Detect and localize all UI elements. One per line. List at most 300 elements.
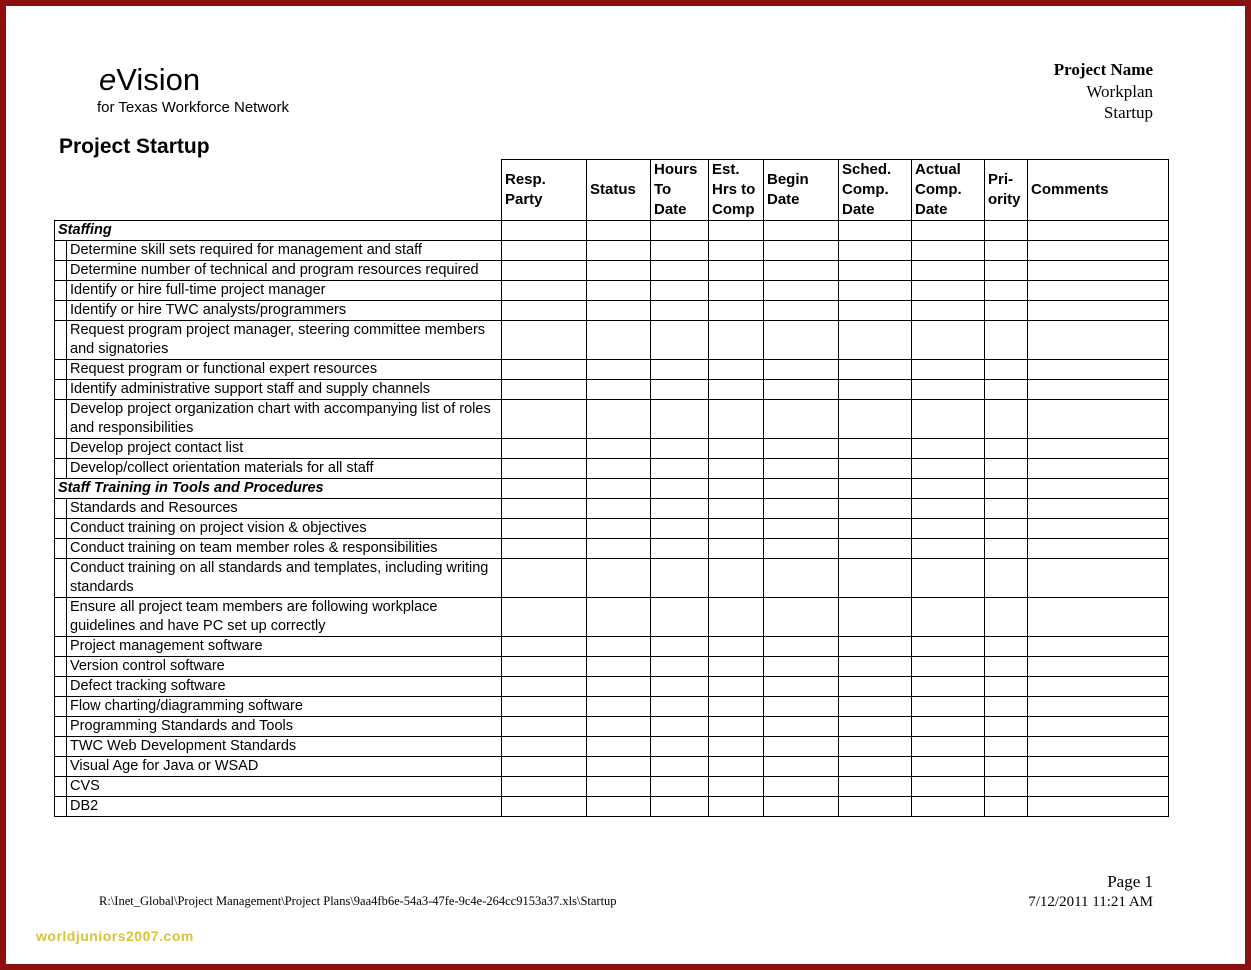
column-header-line: Date	[654, 201, 687, 218]
data-cell	[651, 777, 709, 797]
task-label: Programming Standards and Tools	[67, 717, 502, 737]
data-cell	[839, 400, 912, 439]
data-cell	[985, 677, 1028, 697]
indent-cell	[55, 717, 67, 737]
data-cell	[651, 360, 709, 380]
data-cell	[587, 459, 651, 479]
data-cell	[502, 380, 587, 400]
data-cell	[502, 559, 587, 598]
indent-cell	[55, 301, 67, 321]
data-cell	[709, 697, 764, 717]
data-cell	[709, 241, 764, 261]
data-cell	[912, 539, 985, 559]
data-cell	[764, 717, 839, 737]
data-cell	[587, 797, 651, 817]
data-cell	[651, 301, 709, 321]
data-cell	[764, 697, 839, 717]
data-cell	[709, 519, 764, 539]
project-name: Project Name	[1053, 60, 1153, 79]
data-cell	[709, 281, 764, 301]
indent-cell	[55, 519, 67, 539]
data-cell	[764, 281, 839, 301]
data-cell	[587, 777, 651, 797]
column-header-line: Status	[590, 181, 636, 198]
data-cell	[651, 479, 709, 499]
data-cell	[764, 598, 839, 637]
data-cell	[839, 281, 912, 301]
data-cell	[764, 797, 839, 817]
data-cell	[587, 321, 651, 360]
data-cell	[709, 261, 764, 281]
task-row	[55, 598, 1169, 637]
startup-label: Startup	[1103, 103, 1153, 122]
data-cell	[764, 221, 839, 241]
file-path: R:\Inet_Global\Project Management\Project Plans\9aa4fb6e-54a3-47fe-9c4e-264cc9153a37.xls\Startup	[99, 894, 617, 908]
task-label: TWC Web Development Standards	[67, 737, 502, 757]
data-cell	[839, 221, 912, 241]
data-cell	[587, 539, 651, 559]
section-label: Staffing	[55, 221, 502, 241]
data-cell	[985, 281, 1028, 301]
column-header-line: To	[654, 181, 672, 198]
data-cell	[764, 400, 839, 439]
data-cell	[587, 598, 651, 637]
data-cell	[839, 559, 912, 598]
data-cell	[985, 539, 1028, 559]
data-cell	[912, 360, 985, 380]
column-header-line: Sched.	[842, 161, 892, 178]
task-row	[55, 777, 1169, 797]
column-header	[651, 160, 709, 221]
data-cell	[764, 559, 839, 598]
data-cell	[587, 519, 651, 539]
data-cell	[985, 657, 1028, 677]
data-cell	[587, 380, 651, 400]
data-cell	[709, 777, 764, 797]
data-cell	[985, 757, 1028, 777]
data-cell	[651, 221, 709, 241]
data-cell	[502, 321, 587, 360]
data-cell	[587, 221, 651, 241]
task-row	[55, 559, 1169, 598]
data-cell	[502, 797, 587, 817]
data-cell	[1028, 321, 1169, 360]
data-cell	[502, 281, 587, 301]
indent-cell	[55, 598, 67, 637]
task-row	[55, 737, 1169, 757]
indent-cell	[55, 757, 67, 777]
data-cell	[651, 519, 709, 539]
data-cell	[651, 439, 709, 459]
data-cell	[651, 321, 709, 360]
task-label: DB2	[67, 797, 502, 817]
column-header	[709, 160, 764, 221]
indent-cell	[55, 360, 67, 380]
data-cell	[985, 400, 1028, 439]
data-cell	[1028, 301, 1169, 321]
data-cell	[587, 261, 651, 281]
data-cell	[912, 757, 985, 777]
data-cell	[764, 737, 839, 757]
watermark: worldjuniors2007.com	[36, 928, 194, 944]
data-cell	[912, 717, 985, 737]
task-row	[55, 657, 1169, 677]
task-label: Version control software	[67, 657, 502, 677]
data-cell	[709, 737, 764, 757]
data-cell	[764, 321, 839, 360]
data-cell	[839, 757, 912, 777]
column-header-line: Party	[505, 191, 543, 208]
task-label: Project management software	[67, 637, 502, 657]
logo-subtitle: for Texas Workforce Network	[97, 99, 290, 116]
data-cell	[912, 519, 985, 539]
data-cell	[502, 360, 587, 380]
data-cell	[502, 717, 587, 737]
task-label: Determine skill sets required for management and staff	[67, 241, 502, 261]
data-cell	[985, 697, 1028, 717]
data-cell	[985, 439, 1028, 459]
data-cell	[985, 301, 1028, 321]
data-cell	[985, 360, 1028, 380]
column-header-line: Est.	[712, 161, 740, 178]
data-cell	[502, 439, 587, 459]
data-cell	[985, 479, 1028, 499]
data-cell	[502, 301, 587, 321]
data-cell	[1028, 657, 1169, 677]
data-cell	[651, 499, 709, 519]
column-header-line: Hrs to	[712, 181, 756, 198]
data-cell	[985, 797, 1028, 817]
data-cell	[651, 400, 709, 439]
indent-cell	[55, 559, 67, 598]
data-cell	[985, 598, 1028, 637]
data-cell	[912, 559, 985, 598]
column-header-line: Hours	[654, 161, 698, 178]
column-header-line: Comp	[712, 201, 755, 218]
data-cell	[764, 261, 839, 281]
data-cell	[839, 360, 912, 380]
data-cell	[912, 221, 985, 241]
data-cell	[587, 757, 651, 777]
data-cell	[1028, 598, 1169, 637]
data-cell	[709, 797, 764, 817]
data-cell	[764, 519, 839, 539]
data-cell	[1028, 459, 1169, 479]
data-cell	[912, 777, 985, 797]
indent-cell	[55, 321, 67, 360]
data-cell	[587, 301, 651, 321]
data-cell	[651, 677, 709, 697]
header-spacer	[55, 160, 502, 221]
data-cell	[587, 637, 651, 657]
task-label: Ensure all project team members are following workplace guidelines and have PC set up correctly	[67, 598, 502, 637]
data-cell	[985, 321, 1028, 360]
data-cell	[587, 559, 651, 598]
indent-cell	[55, 697, 67, 717]
data-cell	[764, 757, 839, 777]
data-cell	[709, 380, 764, 400]
indent-cell	[55, 439, 67, 459]
task-label: Conduct training on project vision & objectives	[67, 519, 502, 539]
data-cell	[709, 459, 764, 479]
data-cell	[651, 797, 709, 817]
data-cell	[587, 479, 651, 499]
data-cell	[839, 459, 912, 479]
data-cell	[709, 439, 764, 459]
data-cell	[839, 539, 912, 559]
column-header-line: Comp.	[842, 181, 889, 198]
data-cell	[912, 400, 985, 439]
indent-cell	[55, 657, 67, 677]
data-cell	[985, 559, 1028, 598]
indent-cell	[55, 637, 67, 657]
data-cell	[839, 737, 912, 757]
indent-cell	[55, 737, 67, 757]
task-label: Develop project contact list	[67, 439, 502, 459]
task-label: Request program project manager, steering committee members and signatories	[67, 321, 502, 360]
task-row	[55, 797, 1169, 817]
data-cell	[912, 301, 985, 321]
data-cell	[651, 757, 709, 777]
data-cell	[587, 439, 651, 459]
column-header	[502, 160, 587, 221]
data-cell	[1028, 559, 1169, 598]
column-header-line: Date	[842, 201, 875, 218]
data-cell	[912, 479, 985, 499]
data-cell	[502, 499, 587, 519]
section-row	[55, 221, 1169, 241]
data-cell	[764, 637, 839, 657]
data-cell	[764, 479, 839, 499]
task-label: Visual Age for Java or WSAD	[67, 757, 502, 777]
data-cell	[912, 657, 985, 677]
indent-cell	[55, 459, 67, 479]
data-cell	[839, 479, 912, 499]
data-cell	[1028, 221, 1169, 241]
data-cell	[709, 757, 764, 777]
data-cell	[912, 439, 985, 459]
data-cell	[587, 737, 651, 757]
data-cell	[912, 697, 985, 717]
data-cell	[1028, 539, 1169, 559]
task-label: Standards and Resources	[67, 499, 502, 519]
task-label: Determine number of technical and program resources required	[67, 261, 502, 281]
data-cell	[839, 677, 912, 697]
indent-cell	[55, 400, 67, 439]
indent-cell	[55, 777, 67, 797]
indent-cell	[55, 261, 67, 281]
column-header-line: Comp.	[915, 181, 962, 198]
data-cell	[764, 380, 839, 400]
data-cell	[587, 717, 651, 737]
data-cell	[1028, 717, 1169, 737]
workplan-label: Workplan	[1086, 82, 1153, 101]
data-cell	[709, 677, 764, 697]
task-row	[55, 697, 1169, 717]
column-header	[1028, 160, 1169, 221]
data-cell	[502, 479, 587, 499]
data-cell	[502, 697, 587, 717]
column-header	[985, 160, 1028, 221]
indent-cell	[55, 539, 67, 559]
column-header-line: Date	[915, 201, 948, 218]
data-cell	[764, 499, 839, 519]
task-label: Develop project organization chart with accompanying list of roles and responsibilities	[67, 400, 502, 439]
data-cell	[764, 439, 839, 459]
task-label: Conduct training on all standards and templates, including writing standards	[67, 559, 502, 598]
column-header-line: Comments	[1031, 181, 1109, 198]
column-header-line: Date	[767, 191, 800, 208]
task-row	[55, 360, 1169, 380]
data-cell	[1028, 439, 1169, 459]
data-cell	[764, 777, 839, 797]
data-cell	[709, 559, 764, 598]
data-cell	[985, 241, 1028, 261]
data-cell	[587, 499, 651, 519]
data-cell	[502, 221, 587, 241]
data-cell	[912, 598, 985, 637]
task-row	[55, 757, 1169, 777]
data-cell	[985, 261, 1028, 281]
task-row	[55, 519, 1169, 539]
data-cell	[1028, 499, 1169, 519]
data-cell	[502, 539, 587, 559]
workplan-table	[54, 159, 1169, 817]
task-label: Flow charting/diagramming software	[67, 697, 502, 717]
data-cell	[1028, 241, 1169, 261]
data-cell	[651, 261, 709, 281]
print-datetime: 7/12/2011 11:21 AM	[1028, 894, 1153, 910]
data-cell	[839, 301, 912, 321]
data-cell	[1028, 400, 1169, 439]
page-number: Page 1	[1107, 872, 1153, 891]
data-cell	[1028, 697, 1169, 717]
data-cell	[1028, 737, 1169, 757]
data-cell	[839, 657, 912, 677]
data-cell	[839, 499, 912, 519]
evision-logo: eVision	[99, 62, 201, 97]
task-row	[55, 677, 1169, 697]
column-header	[912, 160, 985, 221]
data-cell	[587, 657, 651, 677]
data-cell	[985, 459, 1028, 479]
data-cell	[839, 598, 912, 637]
task-row	[55, 301, 1169, 321]
data-cell	[709, 598, 764, 637]
data-cell	[709, 637, 764, 657]
data-cell	[912, 281, 985, 301]
section-row	[55, 479, 1169, 499]
data-cell	[985, 499, 1028, 519]
data-cell	[839, 241, 912, 261]
data-cell	[764, 657, 839, 677]
task-label: Conduct training on team member roles & responsibilities	[67, 539, 502, 559]
data-cell	[985, 380, 1028, 400]
data-cell	[1028, 519, 1169, 539]
data-cell	[1028, 777, 1169, 797]
data-cell	[1028, 479, 1169, 499]
indent-cell	[55, 380, 67, 400]
data-cell	[502, 657, 587, 677]
data-cell	[912, 241, 985, 261]
data-cell	[764, 241, 839, 261]
task-label: Request program or functional expert resources	[67, 360, 502, 380]
data-cell	[1028, 380, 1169, 400]
data-cell	[709, 321, 764, 360]
task-label: CVS	[67, 777, 502, 797]
data-cell	[1028, 637, 1169, 657]
data-cell	[839, 797, 912, 817]
data-cell	[912, 637, 985, 657]
data-cell	[985, 519, 1028, 539]
data-cell	[839, 697, 912, 717]
indent-cell	[55, 677, 67, 697]
data-cell	[839, 637, 912, 657]
data-cell	[912, 499, 985, 519]
task-row	[55, 717, 1169, 737]
data-cell	[839, 519, 912, 539]
data-cell	[709, 499, 764, 519]
data-cell	[502, 757, 587, 777]
indent-cell	[55, 499, 67, 519]
data-cell	[839, 777, 912, 797]
data-cell	[587, 697, 651, 717]
data-cell	[985, 777, 1028, 797]
data-cell	[502, 459, 587, 479]
task-row	[55, 281, 1169, 301]
data-cell	[651, 380, 709, 400]
column-header-line: Resp.	[505, 171, 546, 188]
data-cell	[651, 598, 709, 637]
data-cell	[1028, 677, 1169, 697]
data-cell	[709, 221, 764, 241]
task-label: Identify or hire full-time project manager	[67, 281, 502, 301]
data-cell	[985, 221, 1028, 241]
data-cell	[839, 380, 912, 400]
task-row	[55, 499, 1169, 519]
data-cell	[651, 559, 709, 598]
data-cell	[985, 717, 1028, 737]
task-row	[55, 439, 1169, 459]
data-cell	[1028, 360, 1169, 380]
data-cell	[651, 717, 709, 737]
task-label: Identify or hire TWC analysts/programmers	[67, 301, 502, 321]
data-cell	[709, 301, 764, 321]
data-cell	[502, 677, 587, 697]
task-label: Develop/collect orientation materials for all staff	[67, 459, 502, 479]
data-cell	[502, 400, 587, 439]
data-cell	[502, 777, 587, 797]
data-cell	[651, 737, 709, 757]
data-cell	[839, 321, 912, 360]
data-cell	[709, 657, 764, 677]
indent-cell	[55, 281, 67, 301]
column-header-line: ority	[988, 191, 1021, 208]
data-cell	[587, 281, 651, 301]
task-label: Defect tracking software	[67, 677, 502, 697]
data-cell	[587, 241, 651, 261]
column-header	[839, 160, 912, 221]
data-cell	[709, 717, 764, 737]
data-cell	[912, 737, 985, 757]
indent-cell	[55, 241, 67, 261]
data-cell	[709, 539, 764, 559]
data-cell	[651, 657, 709, 677]
page-title: Project Startup	[59, 135, 210, 158]
data-cell	[651, 281, 709, 301]
column-header-line: Pri-	[988, 171, 1014, 188]
data-cell	[912, 380, 985, 400]
